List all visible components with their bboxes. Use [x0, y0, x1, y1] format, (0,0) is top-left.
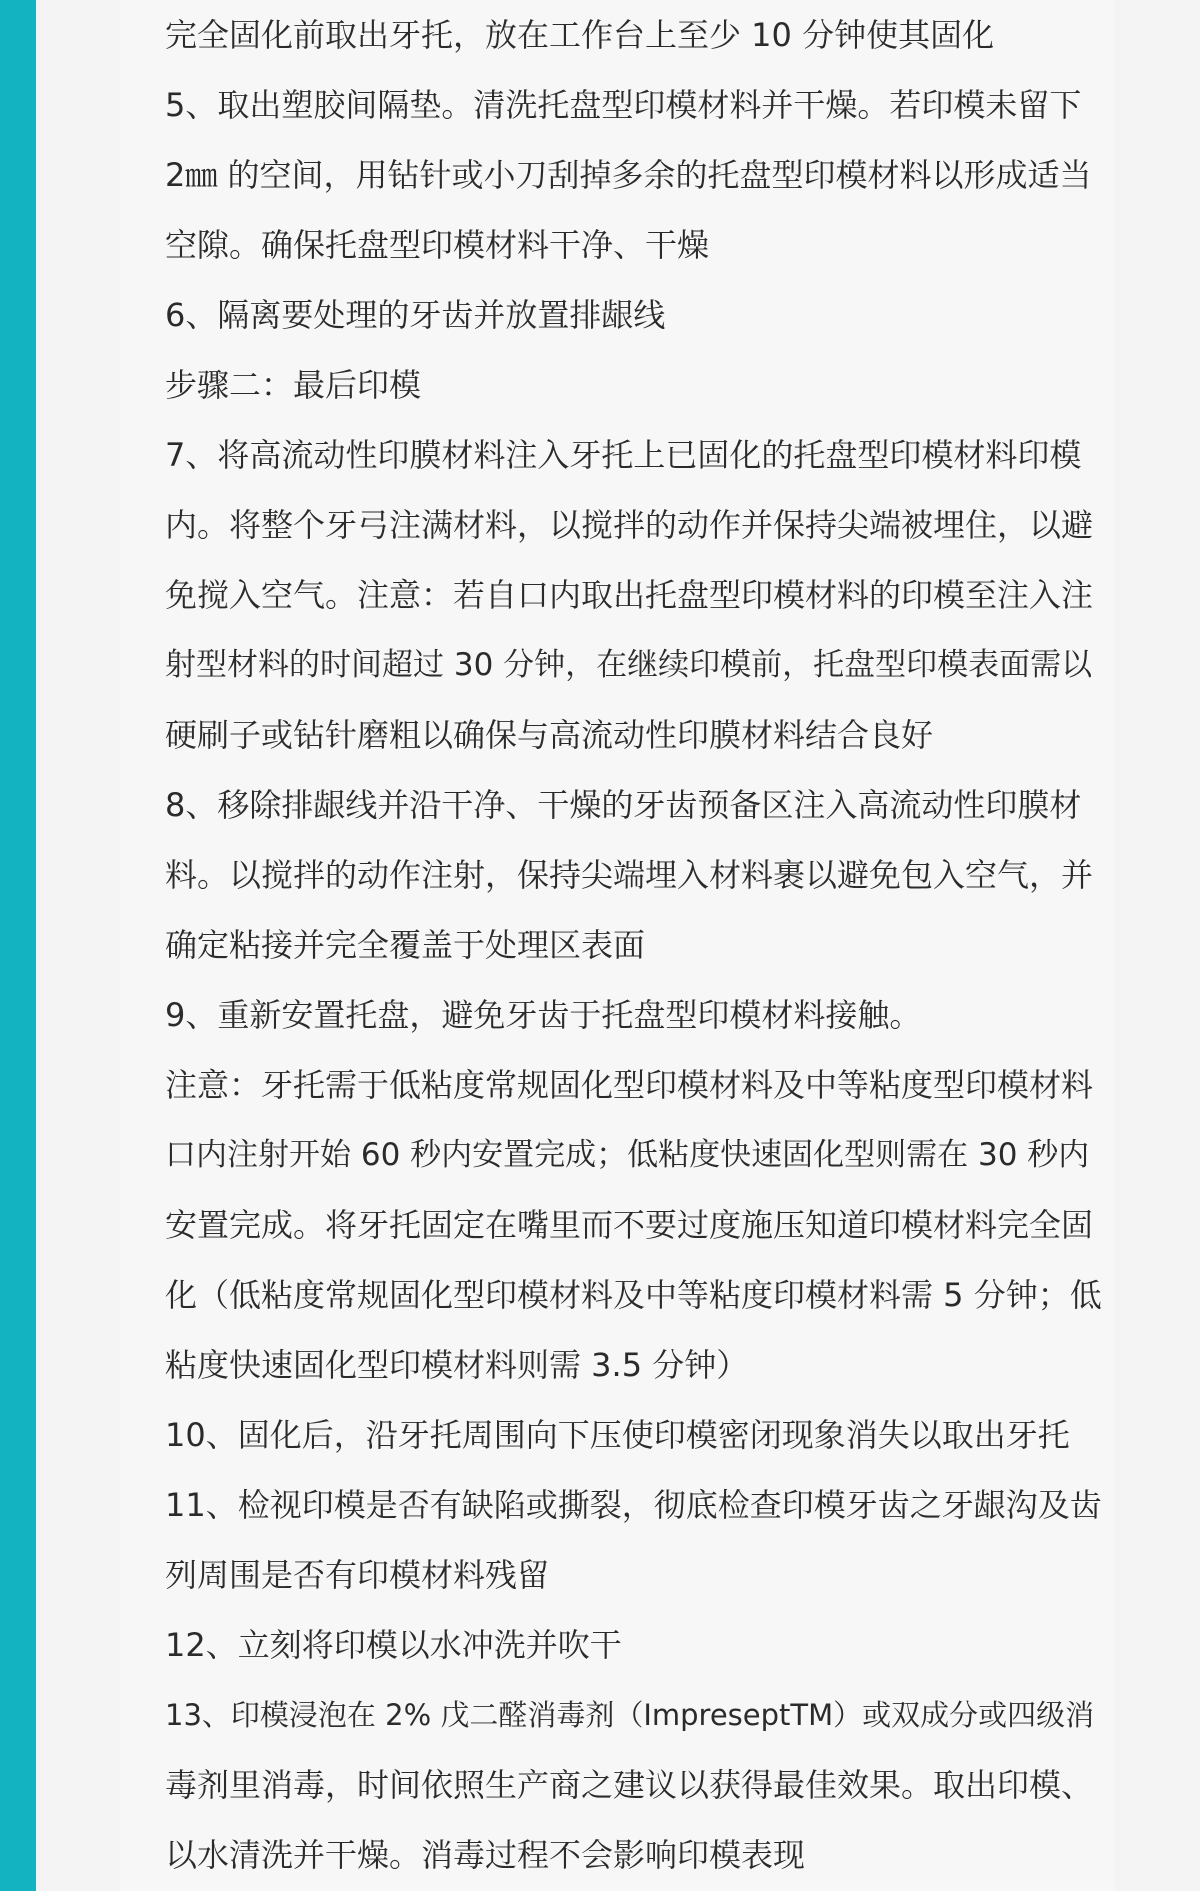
text-line-15: 9、重新安置托盘，避免牙齿于托盘型印模材料接触。 [165, 996, 922, 1034]
text-line-3: 2㎜ 的空间，用钻针或小刀刮掉多余的托盘型印模材料以形成适当 [165, 156, 1092, 194]
text-line-4: 空隙。确保托盘型印模材料干净、干燥 [165, 226, 710, 264]
text-line-22: 11、检视印模是否有缺陷或撕裂，彻底检查印模牙齿之牙龈沟及齿 [165, 1486, 1102, 1524]
left-accent-bar [0, 0, 36, 1891]
section-heading-step-2: 步骤二：最后印模 [165, 366, 422, 404]
text-line-8: 内。将整个牙弓注满材料，以搅拌的动作并保持尖端被埋住，以避 [165, 506, 1094, 544]
text-line-1: 完全固化前取出牙托，放在工作台上至少 10 分钟使其固化 [165, 16, 995, 54]
text-line-17: 口内注射开始 60 秒内安置完成；低粘度快速固化型则需在 30 秒内 [165, 1137, 1090, 1173]
text-line-27: 以水清洗并干燥。消毒过程不会影响印模表现 [165, 1836, 806, 1874]
text-line-9: 免搅入空气。注意：若自口内取出托盘型印模材料的印模至注入注 [165, 576, 1094, 614]
text-line-26: 毒剂里消毒，时间依照生产商之建议以获得最佳效果。取出印模、 [165, 1766, 1094, 1804]
text-line-2: 5、取出塑胶间隔垫。清洗托盘型印模材料并干燥。若印模未留下 [165, 86, 1082, 124]
text-line-19: 化（低粘度常规固化型印模材料及中等粘度印模材料需 5 分钟；低 [165, 1276, 1102, 1314]
text-line-23: 列周围是否有印模材料残留 [165, 1556, 550, 1594]
text-line-5: 6、隔离要处理的牙齿并放置排龈线 [165, 296, 666, 334]
text-line-14: 确定粘接并完全覆盖于处理区表面 [165, 926, 646, 964]
text-line-20: 粘度快速固化型印模材料则需 3.5 分钟） [165, 1346, 749, 1384]
text-line-13: 料。以搅拌的动作注射，保持尖端埋入材料裹以避免包入空气，并 [165, 856, 1094, 894]
text-line-18: 安置完成。将牙托固定在嘴里而不要过度施压知道印模材料完全固 [165, 1206, 1094, 1244]
text-line-24: 12、立刻将印模以水冲洗并吹干 [165, 1626, 622, 1664]
text-line-11: 硬刷子或钻针磨粗以确保与高流动性印膜材料结合良好 [165, 716, 934, 754]
text-line-25: 13、印模浸泡在 2% 戊二醛消毒剂（ImpreseptTM）或双成分或四级消 [165, 1698, 1095, 1732]
text-line-7: 7、将高流动性印膜材料注入牙托上已固化的托盘型印模材料印模 [165, 436, 1082, 474]
text-line-21: 10、固化后，沿牙托周围向下压使印模密闭现象消失以取出牙托 [165, 1416, 1070, 1454]
text-line-16: 注意：牙托需于低粘度常规固化型印模材料及中等粘度型印模材料 [165, 1066, 1094, 1104]
document-page [120, 0, 1114, 1891]
document-text [165, 0, 1105, 1890]
text-line-12: 8、移除排龈线并沿干净、干燥的牙齿预备区注入高流动性印膜材 [165, 786, 1082, 824]
text-line-10: 射型材料的时间超过 30 分钟，在继续印模前，托盘型印模表面需以 [165, 647, 1093, 683]
